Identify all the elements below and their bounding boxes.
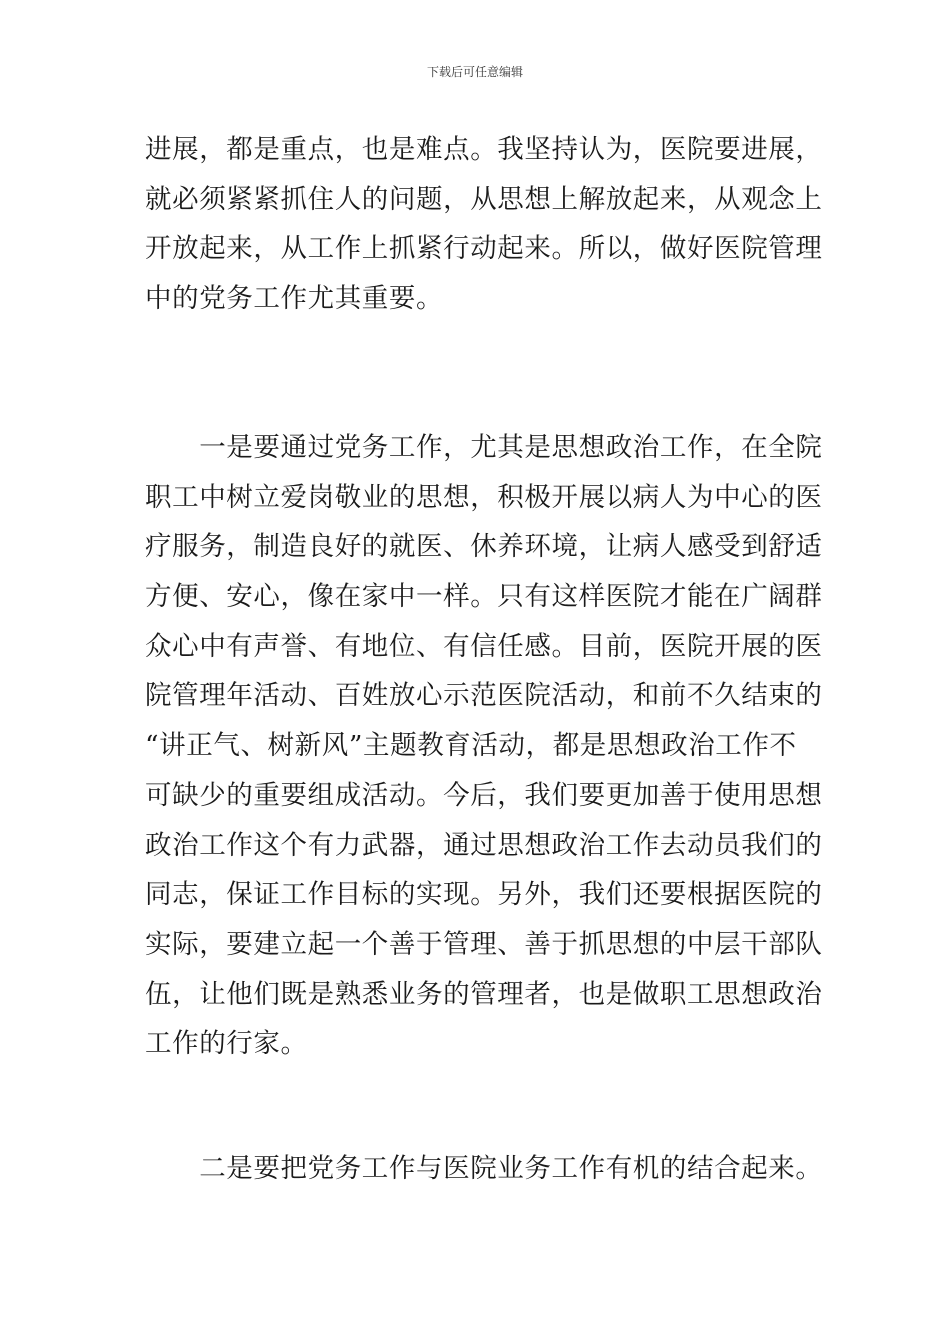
text-line: 就必须紧紧抓住人的问题，从思想上解放起来，从观念上 bbox=[145, 183, 823, 215]
text-line: 工作的行家。 bbox=[145, 1028, 308, 1060]
text-line: 众心中有声誉、有地位、有信任感。目前，医院开展的医 bbox=[145, 630, 823, 662]
paragraph-point-two bbox=[145, 1144, 823, 1194]
text-line: 疗服务，制造良好的就医、休养环境，让病人感受到舒适 bbox=[145, 531, 823, 563]
text-line: 中的党务工作尤其重要。 bbox=[145, 283, 444, 315]
page-header: 下载后可任意编辑 bbox=[426, 65, 523, 79]
paragraph-point-one bbox=[145, 423, 823, 1069]
text-line: 政治工作这个有力武器，通过思想政治工作去动员我们的 bbox=[145, 829, 823, 861]
text-line: 一是要通过党务工作，尤其是思想政治工作，在全院 bbox=[145, 432, 823, 463]
text-line: 可缺少的重要组成活动。今后，我们要更加善于使用思想 bbox=[145, 779, 823, 811]
text-line: “讲正气、树新风”主题教育活动，都是思想政治工作不 bbox=[145, 730, 797, 762]
text-line: 院管理年活动、百姓放心示范医院活动，和前不久结束的 bbox=[145, 680, 823, 712]
text-line: 开放起来，从工作上抓紧行动起来。所以，做好医院管理 bbox=[145, 233, 823, 265]
paragraph-continuation bbox=[145, 125, 823, 324]
text-line: 方便、安心，像在家中一样。只有这样医院才能在广阔群 bbox=[145, 581, 823, 613]
text-line: 实际，要建立起一个善于管理、善于抓思想的中层干部队 bbox=[145, 928, 823, 960]
text-line: 伍，让他们既是熟悉业务的管理者，也是做职工思想政治 bbox=[145, 978, 823, 1010]
text-line: 职工中树立爱岗敬业的思想，积极开展以病人为中心的医 bbox=[145, 481, 823, 513]
text-line: 二是要把党务工作与医院业务工作有机的结合起来。 bbox=[145, 1153, 823, 1184]
text-line: 同志，保证工作目标的实现。另外，我们还要根据医院的 bbox=[145, 879, 823, 911]
text-line: 进展，都是重点，也是难点。我坚持认为，医院要进展， bbox=[145, 134, 823, 165]
